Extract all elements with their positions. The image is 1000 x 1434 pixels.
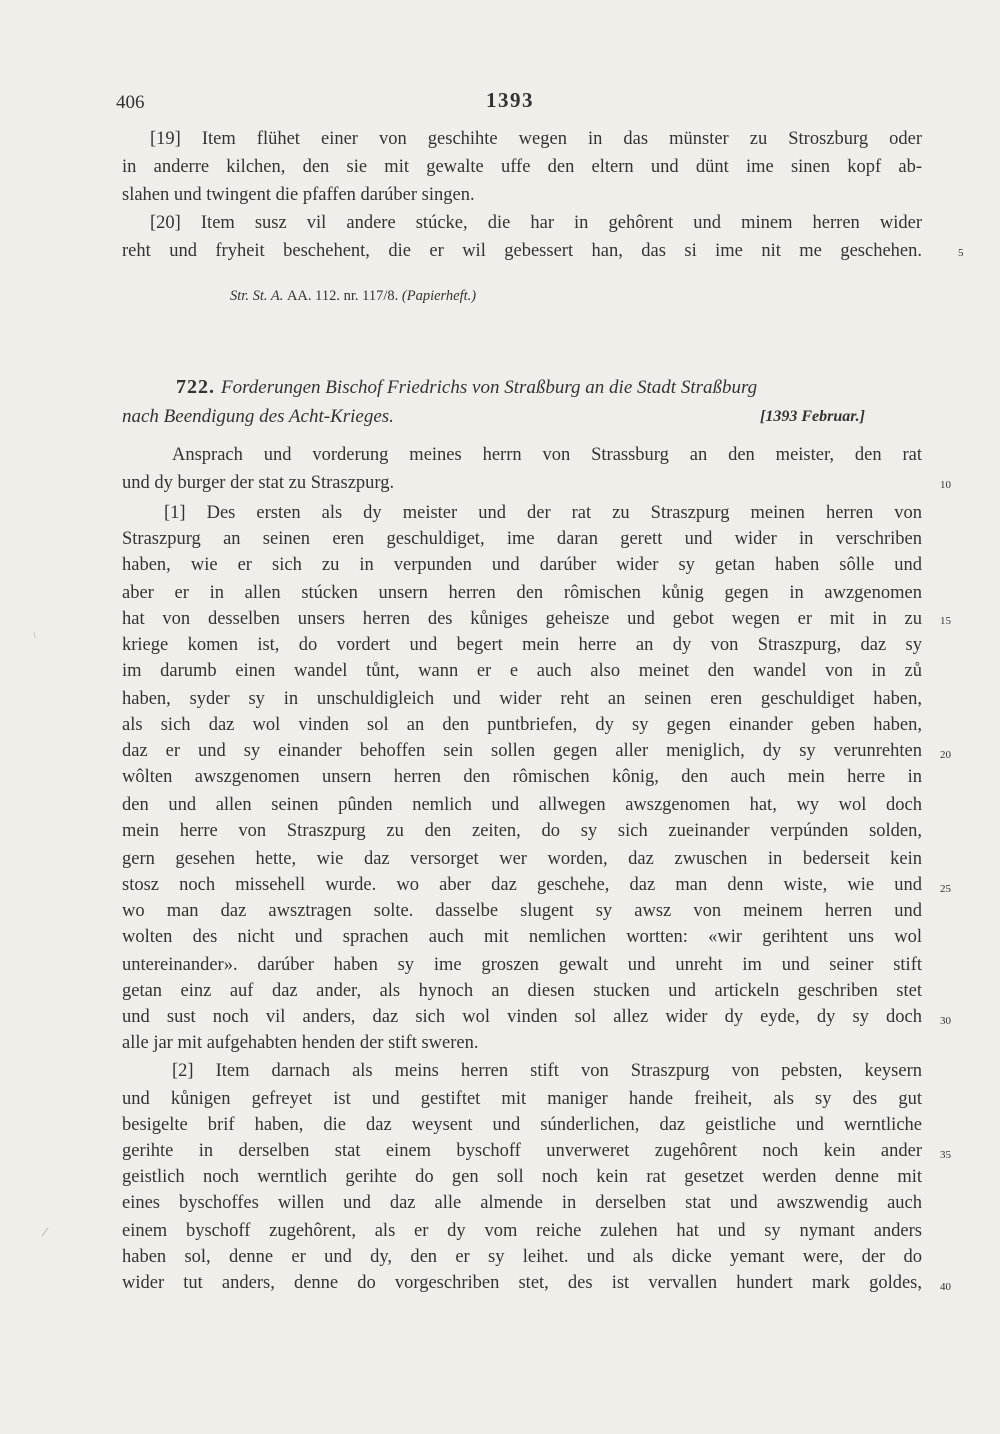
body-line: daz er und sy einander behoffen sein sollen gegen aller meniglich, dy sy verunrehten — [122, 741, 922, 761]
body-line: slahen und twingent die pfaffen darúber singen. — [122, 185, 475, 205]
body-line: stosz noch missehell wurde. wo aber daz geschehe, daz man denn wiste, wie und — [122, 875, 922, 895]
body-line: hat von desselben unsers herren des kůniges geheisze und gebot wegen er mit in zu — [122, 609, 922, 629]
document-title-line-2: nach Beendigung des Acht-Krieges. — [122, 406, 394, 427]
body-line: untereinander». darúber haben sy ime groszen gewalt und unreht im und seiner stift — [122, 955, 922, 975]
pencil-mark — [34, 632, 35, 638]
body-line: einem byschoff zugehôrent, als er dy vom reiche zulehen hat und sy nymant anders — [122, 1221, 922, 1241]
body-line: [19] Item flühet einer von geschihte wegen in das münster zu Stroszburg oder — [150, 129, 922, 149]
body-line: getan einz auf daz ander, als hynoch an diesen stucken und artickeln geschriben stet — [122, 981, 922, 1001]
source-archive: Str. St. A. — [230, 288, 284, 304]
document-title-line-1 — [176, 374, 922, 401]
document-number: 722. — [176, 376, 215, 398]
body-line: als sich daz wol vinden sol an den puntbriefen, dy sy gegen einander geben haben, — [122, 715, 922, 735]
body-line: geistlich noch werntlich gerihte do gen soll noch kein rat gesetzet werden denne mit — [122, 1167, 922, 1187]
body-line: mein herre von Straszpurg zu den zeiten, do sy sich zueinander verpúnden solden, — [122, 821, 922, 841]
body-line: wôlten awszgenomen unsern herren den rômischen kônig, den auch mein herre in — [122, 767, 922, 787]
margin-line-number: 10 — [940, 479, 951, 491]
body-line: alle jar mit aufgehabten henden der stift sweren. — [122, 1033, 479, 1053]
body-line: in anderre kilchen, den sie mit gewalte uffe den eltern und dünt ime sinen kopf ab- — [122, 157, 922, 177]
body-line: und kůnigen gefreyet ist und gestiftet mit maniger hande freiheit, als sy des gut — [122, 1089, 922, 1109]
body-line: [1] Des ersten als dy meister und der rat zu Straszpurg meinen herren von — [164, 503, 922, 523]
body-line: haben, syder sy in unschuldigleich und wider reht an seinen eren geschuldiget haben, — [122, 689, 922, 709]
body-line: wo man daz awsztragen solte. dasselbe slugent sy awsz von meinem herren und — [122, 901, 922, 921]
body-line: Straszpurg an seinen eren geschuldiget, ime daran gerett und wider in verschriben — [122, 529, 922, 549]
source-note: (Papierheft.) — [401, 288, 477, 304]
body-line: [2] Item darnach als meins herren stift von Straszpurg von pebsten, keysern — [172, 1061, 922, 1081]
body-line: eines byschoffes willen und daz alle almende in derselben stat und awszwendig auch — [122, 1193, 922, 1213]
margin-line-number: 30 — [940, 1015, 951, 1027]
margin-line-number: 35 — [940, 1149, 951, 1161]
body-line: gerihte in derselben stat einem byschoff unverweret zugehôrent noch kein ander — [122, 1141, 922, 1161]
body-line: kriege komen ist, do vordert und begert mein herre an dy von Straszpurg, daz sy — [122, 635, 922, 655]
source-citation — [230, 286, 476, 306]
page-header — [0, 0, 1000, 120]
running-head-year: 1393 — [486, 88, 534, 112]
margin-line-number: 25 — [940, 883, 951, 895]
document-date: [1393 Februar.] — [760, 408, 865, 425]
document-title-text: Forderungen Bischof Friedrichs von Straßburg an die Stadt Straßburg — [221, 377, 758, 398]
pencil-mark — [42, 1228, 48, 1236]
body-line: besigelte brif haben, die daz weysent und súnderlichen, daz geistliche und werntliche — [122, 1115, 922, 1135]
body-line: wolten des nicht und sprachen auch mit nemlichen wortten: «wir gerihtent uns wol — [122, 927, 922, 947]
body-line: im darumb einen wandel tůnt, wann er e auch also meinet den wandel von in zů — [122, 661, 922, 681]
margin-line-number: 40 — [940, 1281, 951, 1293]
body-line: aber er in allen stúcken unsern herren den rômischen kůnig gegen in awzgenomen — [122, 583, 922, 603]
body-line: haben, wie er sich zu in verpunden und darúber wider sy getan haben sôlle und — [122, 555, 922, 575]
body-line: gern gesehen hette, wie daz versorget wer worden, daz zwuschen in bederseit kein — [122, 849, 922, 869]
body-line: den und allen seinen pûnden nemlich und allwegen awszgenomen hat, wy wol doch — [122, 795, 922, 815]
body-line: und dy burger der stat zu Straszpurg. — [122, 473, 395, 493]
body-line: Ansprach und vorderung meines herrn von Strassburg an den meister, den rat — [172, 445, 922, 465]
source-signature: AA. 112. nr. 117/8. — [286, 288, 399, 304]
page-number: 406 — [116, 92, 145, 113]
body-line: und sust noch vil anders, daz sich wol vinden sol allez wider dy eyde, dy sy doch — [122, 1007, 922, 1027]
margin-line-number: 5 — [958, 247, 964, 259]
margin-line-number: 15 — [940, 615, 951, 627]
body-line: reht und fryheit beschehent, die er wil gebessert han, das si ime nit me geschehen. — [122, 241, 922, 261]
margin-line-number: 20 — [940, 749, 951, 761]
body-line: haben sol, denne er und dy, den er sy leihet. und als dicke yemant were, der do — [122, 1247, 922, 1267]
body-line: [20] Item susz vil andere stúcke, die har in gehôrent und minem herren wider — [150, 213, 922, 233]
body-line: wider tut anders, denne do vorgeschriben stet, des ist vervallen hundert mark goldes, — [122, 1273, 922, 1293]
